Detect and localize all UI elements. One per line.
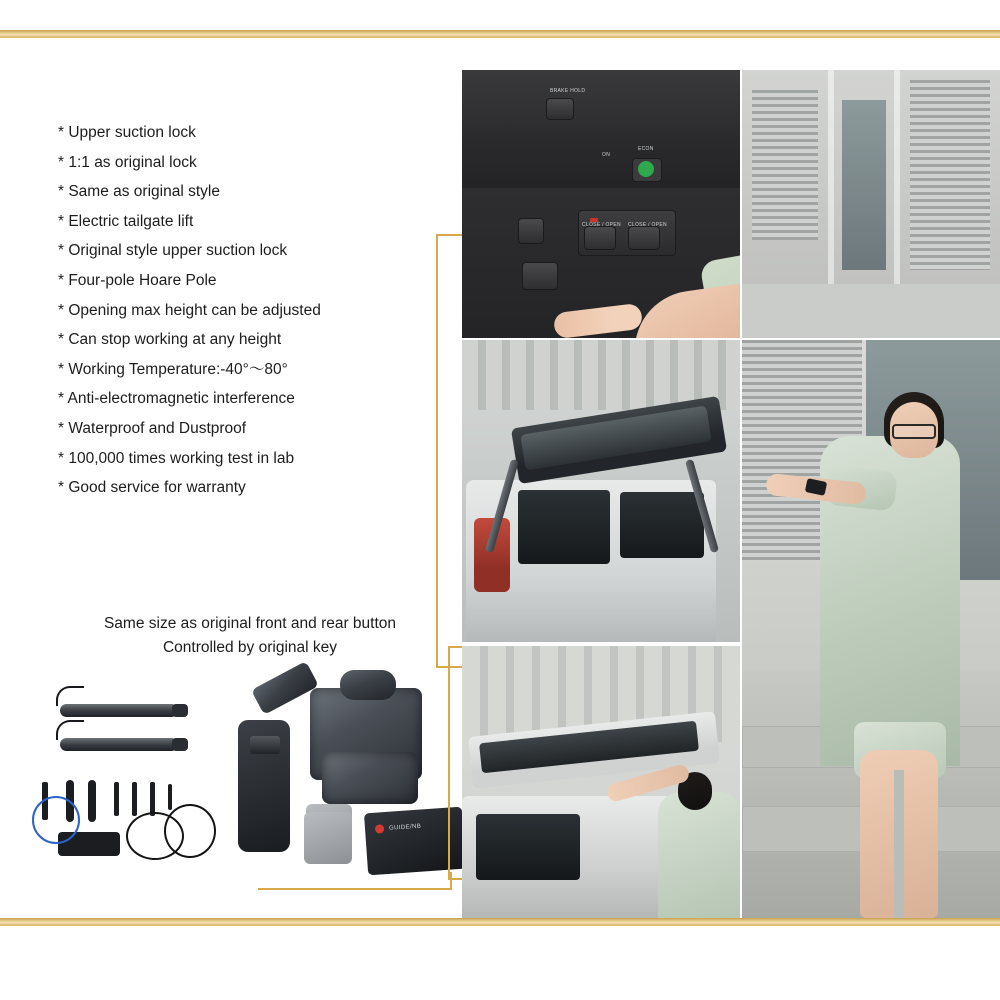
econ-label: ECON (638, 146, 654, 152)
feature-list (58, 118, 458, 503)
screw-part (168, 784, 172, 810)
close-open-label-left: CLOSE / OPEN (582, 222, 621, 228)
mounting-plate (304, 812, 352, 864)
photo-tailgate-open-rear (462, 340, 740, 642)
caption-line-1: Same size as original front and rear button (103, 615, 397, 632)
glasses-icon (892, 424, 936, 439)
parking-brake-button[interactable] (518, 218, 544, 244)
bottom-gold-divider (0, 918, 1000, 926)
vehicle-window (476, 814, 580, 880)
dashboard-upper (462, 70, 740, 190)
building-glass (842, 100, 886, 270)
feature-item: * Four-pole Hoare Pole (58, 271, 217, 289)
strut-tip (172, 738, 188, 751)
strut-tip (172, 704, 188, 717)
vehicle-side-window (620, 492, 704, 558)
leg-gap (894, 770, 904, 918)
screw-part (150, 782, 155, 816)
latch-base (322, 752, 418, 804)
photo-hand-pressing-tailgate-button (462, 646, 740, 918)
latch-motor (340, 670, 396, 700)
left-slide-door-button[interactable] (584, 226, 616, 250)
feature-item: * 1:1 as original lock (58, 153, 197, 171)
screw-part (114, 782, 119, 816)
photo-dashboard-button-press (462, 70, 740, 338)
right-slide-door-button[interactable] (628, 226, 660, 250)
close-open-label-right: CLOSE / OPEN (628, 222, 667, 228)
photo-building-backdrop (742, 70, 1000, 338)
brake-hold-label: BRAKE HOLD (550, 88, 586, 94)
strut-wire (56, 686, 84, 706)
feature-item: * Same as original style (58, 183, 220, 201)
building-louvers (752, 90, 818, 240)
on-label: ON (602, 152, 611, 158)
parts-caption (40, 612, 460, 660)
screw-part (132, 782, 137, 816)
econ-indicator-icon (638, 161, 654, 177)
feature-item: * Working Temperature:-40°～80° (58, 360, 288, 378)
suction-lock-motor (251, 661, 319, 715)
top-edge-line (0, 0, 1000, 3)
person-jacket (658, 792, 740, 918)
feature-item: * Can stop working at any height (58, 331, 282, 349)
strut-wire (56, 720, 84, 740)
feature-item: * 100,000 times working test in lab (58, 449, 295, 467)
bracket-part (88, 780, 96, 822)
building-base (742, 284, 1000, 338)
top-gold-divider (0, 30, 1000, 38)
photo-woman-with-remote-key (742, 340, 1000, 918)
blue-harness-cable (32, 796, 80, 844)
wiring-harness (164, 804, 216, 858)
feature-item: * Anti-electromagnetic interference (58, 390, 295, 408)
brake-hold-button[interactable] (546, 98, 574, 120)
switch-button (250, 736, 280, 754)
feature-item: * Good service for warranty (58, 479, 246, 497)
parts-photo (22, 662, 462, 894)
ecu-logo-dot (375, 824, 385, 834)
feature-item: * Original style upper suction lock (58, 242, 288, 260)
power-tailgate-button[interactable] (522, 262, 558, 290)
vehicle-rear-window (518, 490, 610, 564)
feature-item: * Upper suction lock (58, 124, 196, 141)
ecu-brand-label: GUIDE/NB (388, 823, 422, 832)
feature-item: * Opening max height can be adjusted (58, 301, 321, 319)
feature-item: * Electric tailgate lift (58, 212, 194, 230)
feature-item: * Waterproof and Dustproof (58, 419, 247, 437)
caption-line-2: Controlled by original key (162, 639, 338, 656)
connector-line-parts (258, 872, 452, 890)
building-louvers (910, 80, 990, 270)
